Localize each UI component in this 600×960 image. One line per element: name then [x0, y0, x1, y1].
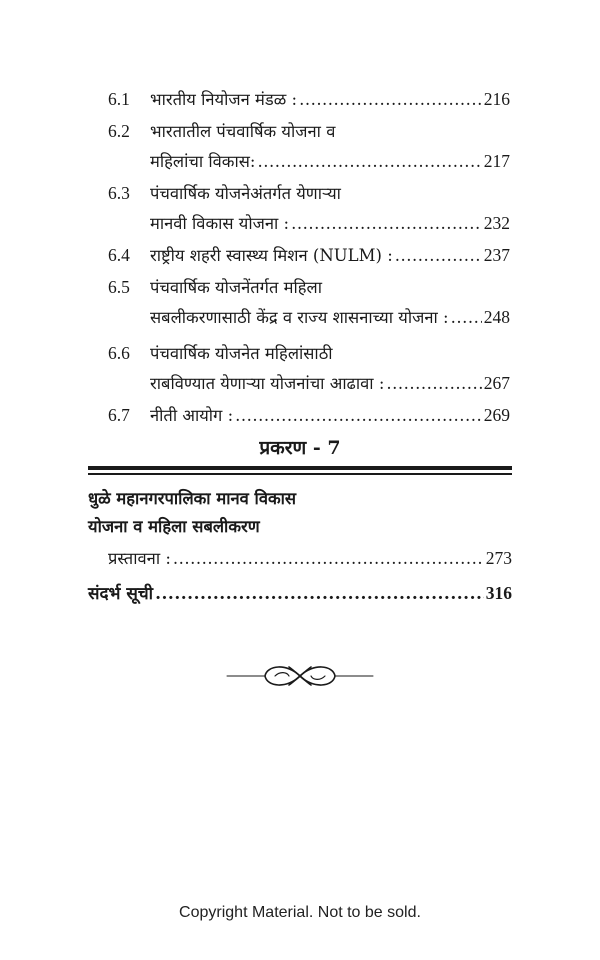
dot-leader: [173, 549, 484, 568]
toc-entry-6-2[interactable]: [108, 120, 510, 173]
toc-entry-6-7[interactable]: [108, 404, 510, 427]
toc-entry-bibliography[interactable]: [88, 581, 512, 604]
flourish-divider-icon: [225, 659, 375, 693]
entry-title: राबविण्यात येणाऱ्या योजनांचा आढावा :: [150, 374, 385, 393]
entry-title: मानवी विकास योजना :: [150, 214, 290, 233]
page-number: 248: [483, 307, 510, 327]
entry-title-line: पंचवार्षिक योजनेत महिलांसाठी: [150, 344, 333, 363]
page-number: 217: [483, 151, 510, 171]
toc-entry-6-5[interactable]: [108, 276, 510, 329]
entry-title-line: पंचवार्षिक योजनेअंतर्गत येणाऱ्या: [150, 184, 341, 203]
dot-leader: [386, 372, 481, 395]
chapter-heading: प्रकरण - 7: [259, 437, 341, 459]
entry-number: 6.2: [108, 121, 130, 141]
entry-title: महिलांचा विकास:: [150, 152, 256, 171]
page-number: 269: [483, 405, 510, 425]
entry-title: संदर्भ सूची: [88, 584, 154, 604]
heading-rule-thick: [88, 466, 512, 470]
page-number: 237: [483, 245, 510, 265]
dot-leader: [299, 88, 482, 111]
toc-entry-6-6[interactable]: [108, 342, 510, 395]
section-title-line-2: योजना व महिला सबलीकरण: [88, 517, 260, 536]
dot-leader: [451, 306, 482, 329]
table-of-contents: [108, 88, 510, 427]
toc-entry-intro[interactable]: [108, 546, 512, 569]
toc-entry-6-4[interactable]: [108, 244, 510, 267]
toc-entry-6-3[interactable]: [108, 182, 510, 235]
entry-title-line: भारतातील पंचवार्षिक योजना व: [150, 122, 336, 141]
dot-leader: [291, 212, 482, 235]
entry-number: 6.5: [108, 277, 130, 297]
entry-title: भारतीय नियोजन मंडळ :: [150, 90, 298, 109]
entry-number: 6.1: [108, 89, 130, 109]
chapter-section: [88, 485, 512, 604]
entry-title: नीती आयोग :: [150, 406, 234, 425]
entry-title: सबलीकरणासाठी केंद्र व राज्य शासनाच्या योजना :: [150, 308, 449, 327]
dot-leader: [257, 150, 481, 173]
section-title-line-1: धुळे महानगरपालिका मानव विकास: [88, 489, 297, 508]
page-number: 232: [483, 213, 510, 233]
toc-entry-6-1[interactable]: [108, 88, 510, 111]
entry-number: 6.7: [108, 405, 130, 425]
page-number: 267: [483, 373, 510, 393]
heading-rule-thin: [88, 473, 512, 475]
dot-leader: [155, 584, 484, 604]
entry-title: प्रस्तावना :: [108, 549, 171, 568]
copyright-notice: Copyright Material. Not to be sold.: [179, 904, 421, 921]
page-number: 273: [485, 548, 512, 568]
entry-number: 6.3: [108, 183, 130, 203]
page-number: 216: [483, 89, 510, 109]
dot-leader: [235, 404, 482, 427]
dot-leader: [395, 244, 482, 267]
entry-number: 6.4: [108, 245, 130, 265]
entry-title: राष्ट्रीय शहरी स्वास्थ्य मिशन (NULM) :: [150, 246, 393, 265]
page-number: 316: [485, 583, 512, 603]
entry-title-line: पंचवार्षिक योजनेंतर्गत महिला: [150, 278, 322, 297]
entry-number: 6.6: [108, 343, 130, 363]
